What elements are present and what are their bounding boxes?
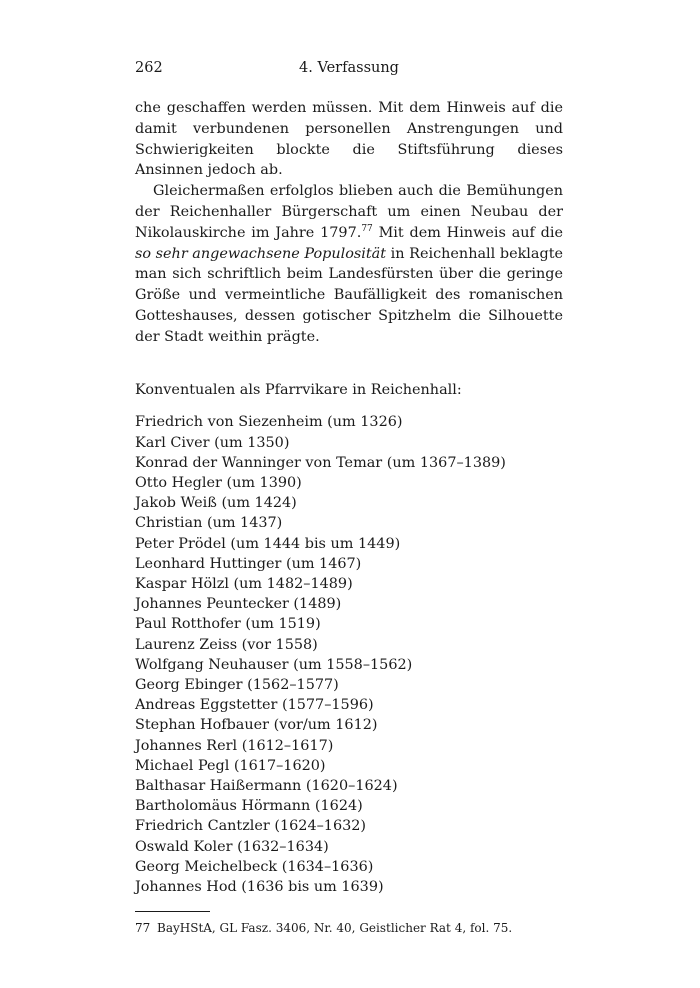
list-item: Johannes Hod (1636 bis um 1639) bbox=[135, 879, 384, 896]
list-item: Georg Ebinger (1562–1577) bbox=[135, 677, 339, 693]
emphasis-quote: so sehr angewachsene Populosität bbox=[135, 245, 387, 262]
list-item: Johannes Peuntecker (1489) bbox=[135, 596, 342, 613]
list-item: Johannes Rerl (1612–1617) bbox=[135, 737, 334, 754]
paragraph-text-part2: Mit dem Hinweis auf die bbox=[372, 224, 563, 241]
chapter-title: 4. Verfassung bbox=[299, 60, 399, 76]
list-item: Georg Meichelbeck (1634–1636) bbox=[135, 858, 374, 875]
footnote bbox=[135, 920, 563, 936]
list-item: Oswald Koler (1632–1634) bbox=[135, 838, 329, 855]
page-number: 262 bbox=[135, 60, 163, 76]
list-item: Bartholomäus Hörmann (1624) bbox=[135, 798, 363, 815]
footnote-divider bbox=[135, 911, 210, 912]
list-item: Christian (um 1437) bbox=[135, 515, 283, 532]
list-item: Michael Pegl (1617–1620) bbox=[135, 757, 326, 774]
list-item: Leonhard Huttinger (um 1467) bbox=[135, 555, 362, 572]
list-item: Wolfgang Neuhauser (um 1558–1562) bbox=[135, 656, 413, 673]
list-item: Laurenz Zeiss (vor 1558) bbox=[135, 636, 318, 653]
footnote-reference[interactable]: 77 bbox=[361, 223, 373, 234]
list-item: Andreas Eggstetter (1577–1596) bbox=[135, 697, 374, 714]
list-item: Jakob Weiß (um 1424) bbox=[135, 495, 297, 512]
list-item: Kaspar Hölzl (um 1482–1489) bbox=[135, 575, 353, 592]
footnote-number: 77 bbox=[135, 921, 151, 936]
list-item: Karl Civer (um 1350) bbox=[135, 434, 290, 451]
running-head bbox=[135, 60, 563, 82]
list-item: Friedrich von Siezenheim (um 1326) bbox=[135, 414, 403, 431]
list-heading: Konventualen als Pfarrvikare in Reichenhall: bbox=[135, 381, 462, 398]
list-item: Otto Hegler (um 1390) bbox=[135, 474, 302, 491]
vicar-list bbox=[135, 412, 563, 897]
paragraph-text-part1: Gleichermaßen erfolglos blieben auch die Bemühungen der Reichenhaller Bürgerschaft um einen Neubau der Nikolauskirche im Jahre 1797. bbox=[135, 183, 563, 241]
list-item: Paul Rotthofer (um 1519) bbox=[135, 616, 321, 633]
paragraph-nikolauskirche bbox=[135, 181, 563, 347]
paragraph-continuation: che geschaffen werden müssen. Mit dem Hinweis auf die damit verbundenen personellen Anstrengungen und Schwierigkeiten blockte die Stiftsführung dieses Ansinnen jedoch ab. bbox=[135, 100, 563, 179]
list-item: Peter Prödel (um 1444 bis um 1449) bbox=[135, 535, 401, 552]
book-page bbox=[135, 60, 563, 936]
paragraph-text-part3: in Reichenhall beklagte man sich schriftlich beim Landesfürsten über die geringe Größe und vermeintliche Baufälligkeit des romanischen Gotteshauses, dessen gotischer Spitzhelm die Silhouette der Stadt weithin prägte. bbox=[135, 245, 563, 345]
list-item: Stephan Hofbauer (vor/um 1612) bbox=[135, 717, 378, 734]
list-item: Friedrich Cantzler (1624–1632) bbox=[135, 818, 367, 835]
body-text bbox=[135, 98, 563, 348]
footnote-text: BayHStA, GL Fasz. 3406, Nr. 40, Geistlicher Rat 4, fol. 75. bbox=[157, 921, 513, 936]
list-item: Konrad der Wanninger von Temar (um 1367–1389) bbox=[135, 454, 506, 471]
list-item: Balthasar Haißermann (1620–1624) bbox=[135, 778, 398, 795]
